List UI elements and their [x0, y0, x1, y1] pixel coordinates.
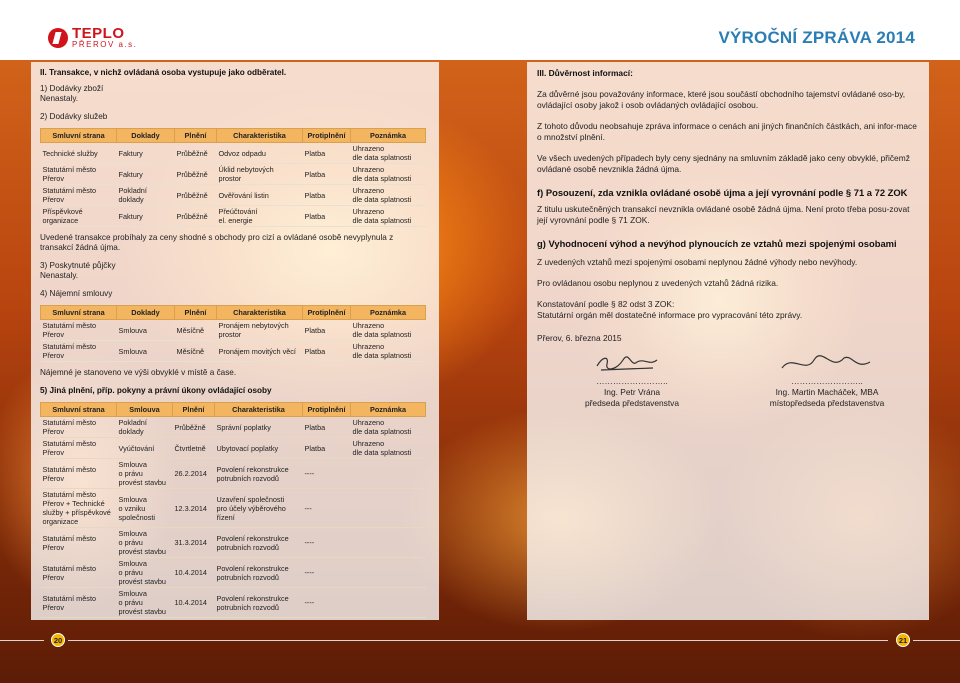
report-title: VÝROČNÍ ZPRÁVA 2014: [718, 28, 915, 47]
table-cell: Statutární město Přerov: [41, 438, 117, 459]
section-g-title: g) Vyhodnocení výhod a nevýhod plynoucích ze vztahů mezi spojenými osobami: [537, 238, 897, 249]
table-cell: Ubytovací poplatky: [215, 438, 303, 459]
table-cell: Platba: [303, 164, 351, 185]
table-cell: Faktury: [117, 164, 175, 185]
signatures: [537, 352, 922, 409]
table-cell: Uhrazeno dle data splatnosti: [351, 341, 426, 362]
table-cell: Správní poplatky: [215, 417, 303, 438]
table-cell: Statutární město Přerov: [41, 341, 117, 362]
column-header: Smluvní strana: [41, 306, 117, 320]
table-cell: [351, 588, 426, 618]
section-2-title: 2) Dodávky služeb: [40, 112, 108, 121]
left-page-content: [40, 68, 425, 618]
table-row: [41, 164, 426, 185]
table-cell: ----: [303, 528, 351, 558]
column-header: Charakteristika: [215, 403, 303, 417]
logo-name: TEPLO: [72, 25, 125, 42]
table-cell: Průběžně: [175, 143, 217, 164]
table-cell: Platba: [303, 341, 351, 362]
table-cell: Měsíčně: [175, 320, 217, 341]
footer-line-left: [0, 640, 44, 641]
signature-block-2: [752, 352, 902, 409]
confidentiality-paragraph-2: Z tohoto důvodu neobsahuje zpráva informace o cenách ani jiných finančních částkách, ani infor-mace o množství plnění.: [537, 121, 917, 142]
table-row: [41, 528, 426, 558]
table-cell: 10.4.2014: [173, 588, 215, 618]
table-cell: Platba: [303, 438, 351, 459]
table-cell: Statutární město Přerov: [41, 320, 117, 341]
table-cell: Statutární město Přerov: [41, 459, 117, 489]
signature-1-image: [557, 352, 707, 376]
footer-line-right: [913, 640, 960, 641]
column-header: Poznámka: [351, 403, 426, 417]
table-cell: Uhrazeno dle data splatnosti: [351, 185, 426, 206]
section-g-paragraph-2: Pro ovládanou osobu neplynou z uvedených vztahů žádná rizika.: [537, 278, 779, 288]
table-cell: Průběžně: [173, 417, 215, 438]
lease-note: Nájemné je stanoveno ve výši obvyklé v místě a čase.: [40, 368, 237, 377]
table-header-row: [41, 403, 426, 417]
services-note: Uvedené transakce probíhaly za ceny shodné s obchody pro cizí a ovládané osobě nevyplynula z transakcí žádná újma.: [40, 233, 394, 252]
table-header-row: [41, 306, 426, 320]
logo-subtitle: PŘEROV a.s.: [72, 40, 138, 49]
table-cell: 10.4.2014: [173, 558, 215, 588]
flame-logo-icon: [48, 28, 68, 48]
table-cell: Smlouva o právu provést stavbu: [117, 459, 173, 489]
table-cell: Uhrazeno dle data splatnosti: [351, 417, 426, 438]
column-header: Doklady: [117, 306, 175, 320]
section-g-paragraph-4: Statutární orgán měl dostatečné informace pro vypracování této zprávy.: [537, 310, 803, 320]
confidentiality-paragraph-3: Ve všech uvedených případech byly ceny sjednány na smluvním základě jako ceny obvyklé, přičemž ovládané osobě nevznikla žádná újma.: [537, 153, 910, 174]
section-iii-title: III. Důvěrnost informací:: [537, 68, 633, 78]
table-row: [41, 459, 426, 489]
column-header: Protiplnění: [303, 403, 351, 417]
column-header: Doklady: [117, 129, 175, 143]
signature-1-name: Ing. Petr Vrána: [603, 387, 661, 397]
table-cell: Vyúčtování: [117, 438, 173, 459]
table-cell: Uhrazeno dle data splatnosti: [351, 438, 426, 459]
table-cell: Platba: [303, 143, 351, 164]
table-cell: Smlouva: [117, 320, 175, 341]
company-logo: [48, 26, 137, 49]
table-cell: Smlouva o právu provést stavbu: [117, 588, 173, 618]
table-cell: Smlouva o právu provést stavbu: [117, 528, 173, 558]
table-cell: Platba: [303, 206, 351, 227]
section-5-title: 5) Jiná plnění, příp. pokyny a právní úkony ovládající osoby: [40, 386, 272, 395]
table-cell: Ověřování listin: [217, 185, 303, 206]
table-cell: ----: [303, 558, 351, 588]
table-cell: Průběžně: [175, 206, 217, 227]
table-cell: Odvoz odpadu: [217, 143, 303, 164]
table-cell: Čtvrtletně: [173, 438, 215, 459]
table-cell: Průběžně: [175, 164, 217, 185]
table-cell: Úklid nebytových prostor: [217, 164, 303, 185]
table-cell: Povolení rekonstrukce potrubních rozvodů: [215, 588, 303, 618]
column-header: Poznámka: [351, 306, 426, 320]
table-cell: Smlouva o právu provést stavbu: [117, 558, 173, 588]
table-cell: [351, 489, 426, 528]
section-4-title: 4) Nájemní smlouvy: [40, 289, 113, 298]
section-3-text: Nenastaly.: [40, 271, 79, 280]
column-header: Smluvní strana: [41, 403, 117, 417]
page-number-left: 20: [51, 633, 65, 647]
table-cell: 31.3.2014: [173, 528, 215, 558]
confidentiality-paragraph-1: Za důvěrné jsou považovány informace, které jsou součástí obchodního tajemství ovládané oso-by, ovládající osoby jakož i osob ovládaných ovládající osobou.: [537, 89, 906, 110]
table-cell: Uzavření společnosti pro účely výběrového řízení: [215, 489, 303, 528]
column-header: Poznámka: [351, 129, 426, 143]
table-cell: Statutární město Přerov: [41, 417, 117, 438]
page-header: [0, 0, 960, 60]
table-cell: ----: [303, 588, 351, 618]
table-cell: Pokladní doklady: [117, 185, 175, 206]
table-cell: [351, 558, 426, 588]
section-f-title: f) Posouzení, zda vznikla ovládané osobě újma a její vyrovnání podle § 71 a 72 ZOK: [537, 187, 908, 198]
right-page-content: [537, 68, 922, 409]
table-row: [41, 143, 426, 164]
signature-2-name: Ing. Martin Macháček, MBA: [775, 387, 879, 397]
table-cell: Smlouva o vzniku společnosti: [117, 489, 173, 528]
table-cell: Statutární město Přerov: [41, 528, 117, 558]
other-actions-table: [40, 402, 426, 618]
table-cell: Statutární město Přerov + Technické služby + příspěvkové organizace: [41, 489, 117, 528]
table-cell: Technické služby: [41, 143, 117, 164]
table-cell: Průběžně: [175, 185, 217, 206]
signature-2-dots: ……………………..: [791, 376, 863, 386]
table-row: [41, 320, 426, 341]
column-header: Plnění: [173, 403, 215, 417]
table-cell: 12.3.2014: [173, 489, 215, 528]
section-3-title: 3) Poskytnuté půjčky: [40, 261, 116, 270]
column-header: Smlouva: [117, 403, 173, 417]
table-cell: Statutární město Přerov: [41, 588, 117, 618]
page-number-right: 21: [896, 633, 910, 647]
table-row: [41, 417, 426, 438]
table-cell: Měsíčně: [175, 341, 217, 362]
section-1-text: Nenastaly.: [40, 94, 79, 103]
table-cell: Příspěvkové organizace: [41, 206, 117, 227]
table-cell: Statutární město Přerov: [41, 164, 117, 185]
table-cell: Uhrazeno dle data splatnosti: [351, 143, 426, 164]
signature-1-dots: ……………………..: [596, 376, 668, 386]
signature-1-role: předseda představenstva: [584, 398, 680, 408]
table-cell: Smlouva: [117, 341, 175, 362]
table-cell: Uhrazeno dle data splatnosti: [351, 206, 426, 227]
section-g-paragraph-3: Konstatování podle § 82 odst 3 ZOK:: [537, 299, 675, 309]
table-cell: Faktury: [117, 143, 175, 164]
table-row: [41, 489, 426, 528]
table-header-row: [41, 129, 426, 143]
column-header: Protiplnění: [303, 306, 351, 320]
table-cell: Povolení rekonstrukce potrubních rozvodů: [215, 528, 303, 558]
services-table: [40, 128, 426, 227]
section-ii-title: II. Transakce, v nichž ovládaná osoba vystupuje jako odběratel.: [40, 68, 287, 77]
table-cell: Statutární město Přerov: [41, 185, 117, 206]
table-row: [41, 185, 426, 206]
table-cell: Přeúčtování el. energie: [217, 206, 303, 227]
table-cell: Povolení rekonstrukce potrubních rozvodů: [215, 558, 303, 588]
table-cell: Platba: [303, 320, 351, 341]
table-row: [41, 341, 426, 362]
column-header: Charakteristika: [217, 306, 303, 320]
signature-2-role: místopředseda představenstva: [769, 398, 885, 408]
table-cell: [351, 528, 426, 558]
table-cell: Platba: [303, 417, 351, 438]
table-cell: Platba: [303, 185, 351, 206]
table-cell: Povolení rekonstrukce potrubních rozvodů: [215, 459, 303, 489]
column-header: Plnění: [175, 129, 217, 143]
table-cell: Faktury: [117, 206, 175, 227]
column-header: Plnění: [175, 306, 217, 320]
table-cell: Uhrazeno dle data splatnosti: [351, 164, 426, 185]
table-row: [41, 588, 426, 618]
place-and-date: Přerov, 6. března 2015: [537, 333, 622, 343]
section-g-paragraph-1: Z uvedených vztahů mezi spojenými osobami neplynou žádné výhody nebo nevýhody.: [537, 257, 858, 267]
signature-block-1: [557, 352, 707, 409]
table-cell: ---: [303, 489, 351, 528]
table-row: [41, 206, 426, 227]
table-cell: ----: [303, 459, 351, 489]
table-cell: [351, 459, 426, 489]
column-header: Protiplnění: [303, 129, 351, 143]
table-cell: Pronájem movitých věcí: [217, 341, 303, 362]
lease-table: [40, 305, 426, 362]
table-cell: Statutární město Přerov: [41, 558, 117, 588]
table-cell: Uhrazeno dle data splatnosti: [351, 320, 426, 341]
column-header: Smluvní strana: [41, 129, 117, 143]
section-f-text: Z titulu uskutečněných transakcí nevznikla ovládané osobě žádná újma. Není proto třeba posu-zovat její vyrovnání podle § 71 ZOK.: [537, 204, 910, 225]
table-row: [41, 438, 426, 459]
signature-2-image: [752, 352, 902, 376]
table-cell: Pokladní doklady: [117, 417, 173, 438]
column-header: Charakteristika: [217, 129, 303, 143]
table-cell: 26.2.2014: [173, 459, 215, 489]
section-1-title: 1) Dodávky zboží: [40, 84, 104, 93]
footer-line-center: [68, 640, 888, 641]
table-row: [41, 558, 426, 588]
table-cell: Pronájem nebytových prostor: [217, 320, 303, 341]
